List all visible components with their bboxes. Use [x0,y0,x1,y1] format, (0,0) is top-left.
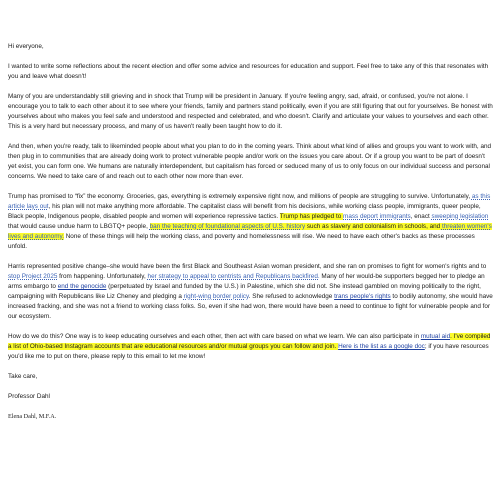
paragraph-mutual-aid [8,332,494,362]
text: Harris represented positive change–she would have been the first Black and Southeast Asian woman president, and she ran on promises to fight for women's rights and to [8,263,487,270]
email-body [8,42,494,432]
highlighted-text: . I've compiled a list of Ohio-based Instagram accounts that are educational resources and/or mutual groups you can follow and join. [8,333,491,350]
paragraph-economy [8,192,494,252]
text: How do we do this? One way is to keep educating ourselves and each other, then act with care based on what we learn. We can also participate in [8,333,421,340]
highlighted-text: Trump has pledged to [279,213,344,220]
paragraph-grieving: Many of you are understandably still grieving and in shock that Trump will be president in January. If you're feeling angry, sad, afraid, or confused, you're not alone. I encourage you to talk to each other about it to see where your friends, family and partners stand politically, even if you are still figuring that out for yourselves. Be honest with yourselves about who makes you feel safe and understood and respected and celebrated, and who doesn't. Clarify and articulate your values to yourselves and each other. This is a very hard but necessary process, and many of us haven't really been taught how to do it. [8,93,493,130]
google-doc-link[interactable]: Here is the list as a google doc [338,343,425,350]
text: (perpetuated by Israel and funded by the U.S.) in Palestine, which she did not. She instead gambled on moving politically to the right, campaigning with Republicans like Liz Cheney and pledging a [8,283,481,300]
text: Trump has promised to “fix” the economy. Groceries, gas, everything is extremely expensive right now, and millions of people are struggling to survive. Unfortunately, [8,193,472,200]
text: . She refused to acknowledge [248,293,335,300]
text: , enact [410,213,432,220]
border-policy-link[interactable]: right-wing border policy [183,293,249,300]
trans-rights-link[interactable]: trans people's rights [334,293,391,300]
closing: Take care, [8,373,38,380]
mass-deport-link[interactable]: mass deport immigrants [343,213,411,220]
article-link[interactable]: as this article lays out [8,193,491,210]
greeting: Hi everyone, [8,43,44,50]
text: that would cause undue harm to LBGTQ+ people, [8,223,150,230]
signature: Elena Dahl, M.F.A. [8,413,57,420]
text: to bodily autonomy, she would have increased fracking, and she was not a friend to working class folks. So, even if she had won, there would have been a need to continue to fight for vulnerable people and for our ecosystem. [8,293,493,320]
project-2025-link[interactable]: stop Project 2025 [8,273,58,280]
mutual-aid-link[interactable]: mutual aid [420,333,451,340]
history-teaching-link[interactable]: ban the teaching of foundational aspects of U.S. history [149,223,306,230]
text: from happening. Unfortunately, [57,273,148,280]
text: None of these things will help the working class, and poverty and homelessness will rise. We need to have each other's backs as these processes unfold. [8,233,475,250]
strategy-link[interactable]: her strategy to appeal to centrists and Republicans backfired. [147,273,320,280]
paragraph-harris [8,262,494,322]
text: Many of her would-be supporters begged her to pledge an arms embargo to [8,273,485,290]
text: , his plan will not make anything more affordable. The capitalist class will benefit from his decisions, while working class people, immigrants, queer people, Black people, Indigenous people, disabled people and women will experience repressive tactics. [8,203,481,220]
paragraph-reflections: I wanted to write some reflections about the recent election and offer some advice and resources for education and support. Feel free to take any of this that resonates with you and leave what doesn't! [8,63,489,80]
womens-autonomy-link[interactable]: threaten women's lives and autonomy. [8,223,492,240]
highlighted-text: such as slavery and colonialism in schools, and [305,223,442,230]
signoff: Professor Dahl [8,393,50,400]
legislation-link[interactable]: sweeping legislation [431,213,489,220]
end-genocide-link[interactable]: end the genocide [57,283,107,290]
text: ; if you have resources you'd like me to put on there, please reply to this email to let me know! [8,343,489,360]
paragraph-community: And then, when you're ready, talk to likeminded people about what you plan to do in the coming years. Think about what kind of allies and groups you want to work with, and then plug in to communities that are already doing work to protect vulnerable people and/or work on the issues you care about. Or if a group you want to be part of doesn't yet exist, you can form one. We humans are naturally interdependent, but capitalism has forced or seduced many of us to only focus on our individual success and personal concerns. We need to take care of and reach out to each other now more than ever. [8,143,492,180]
